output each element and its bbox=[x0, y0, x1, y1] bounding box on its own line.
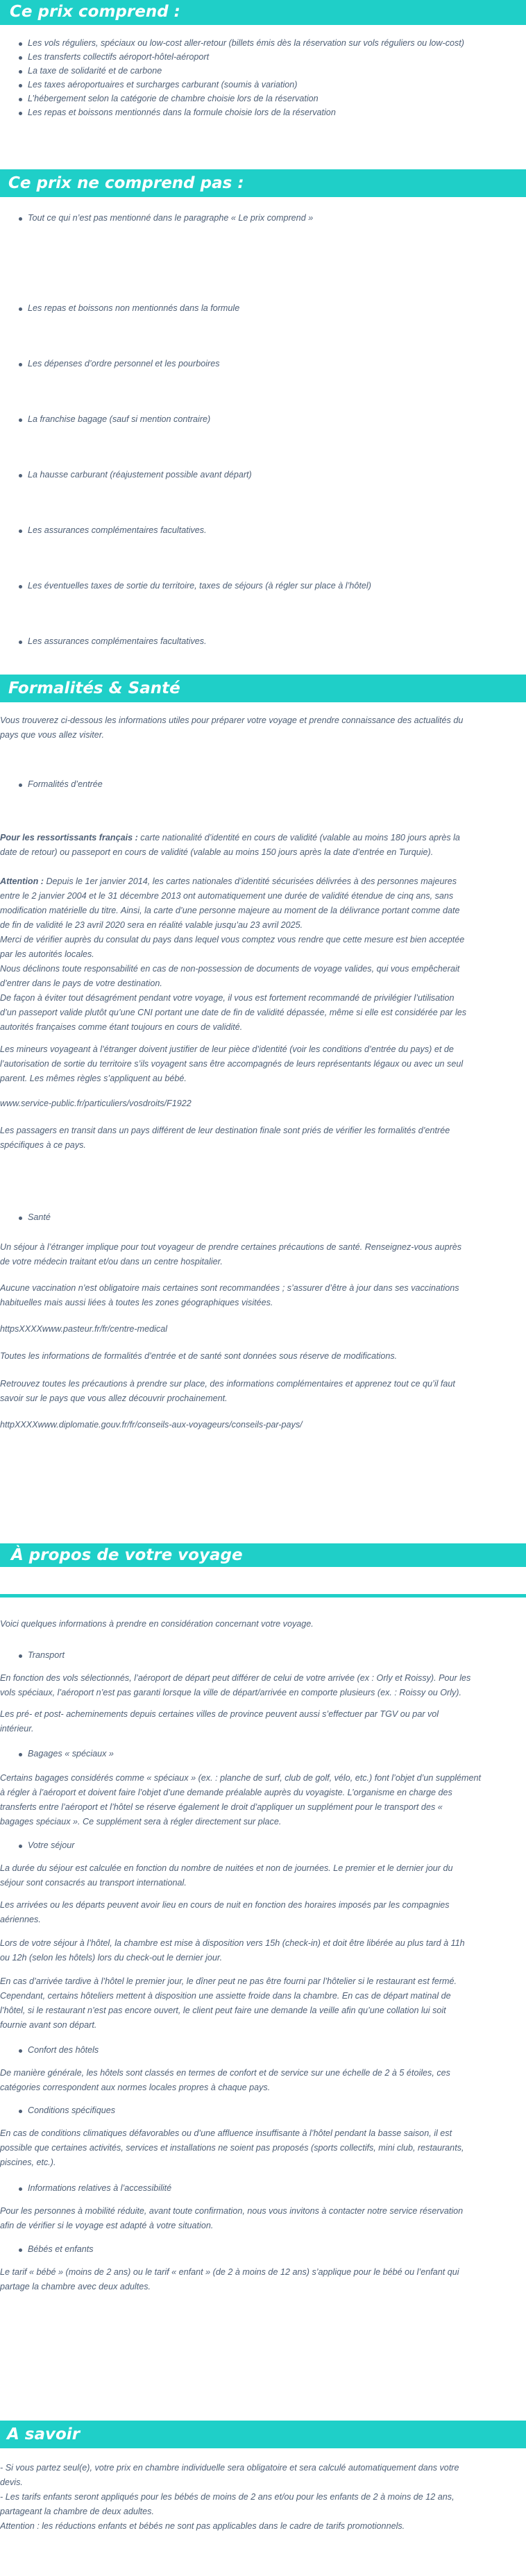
health-paragraph: Un séjour à l’étranger implique pour tout voyageur de prendre certaines précautions de santé. Renseignez-vous auprès de votre médecin traitant et/ou dans un centre hospitalier. bbox=[0, 1242, 462, 1266]
excludes-item: La hausse carburant (réajustement possible avant départ) bbox=[28, 470, 252, 480]
infants-paragraph: Le tarif « bébé » (moins de 2 ans) ou le tarif « enfant » (de 2 à moins de 12 ans) s’applique pour le bébé ou l’enfant qui partage la chambre avec deux adultes. bbox=[0, 2267, 459, 2291]
accessibility-paragraph: Pour les personnes à mobilité réduite, avant toute confirmation, nous vous invitons à contacter notre service réservation afin de vérifier si le voyage est adapté à votre situation. bbox=[0, 2206, 464, 2230]
specific-conditions-label: Conditions spécifiques bbox=[28, 2105, 116, 2115]
excludes-item: Les assurances complémentaires facultatives. bbox=[28, 636, 207, 646]
residents-paragraph: Pour les ressortissants français : carte nationalité d’identité en cours de validité (valable au moins 180 jours après la date de retour) ou passeport en cours de validité (valable au moins 150 jours après la date d’entrée en Turquie). bbox=[0, 833, 460, 857]
diplomatie-link[interactable]: httpXXXXwww.diplomatie.gouv.fr/fr/conseils-aux-voyageurs/conseils-par-pays/ bbox=[0, 1420, 303, 1430]
stay-label: Votre séjour bbox=[28, 1840, 75, 1850]
minors-paragraph: Les mineurs voyageant à l’étranger doivent justifier de leur pièce d’identité (voir les conditions d’entrée du pays) et de l’autorisation de sortie du territoire s’ils voyagent sans être accompagnés de leurs représentants légaux ou avec un seul parent. Les mêmes règles s’appliquent au bébé. bbox=[0, 1044, 464, 1083]
excludes-item: Tout ce qui n’est pas mentionné dans le paragraphe « Le prix comprend » bbox=[28, 213, 314, 223]
includes-item: La taxe de solidarité et de carbone bbox=[28, 66, 162, 76]
good-to-know-heading: A savoir bbox=[0, 2421, 526, 2448]
transport-paragraph: En fonction des vols sélectionnés, l’aéroport de départ peut différer de celui de votre arrivée (ex : Orly et Roissy). Pour les vols spéciaux, l’aéroport n’est pas garanti lorsque la ville de départ/arrivée en comporte plusieurs (ex. : Roissy ou Orly). bbox=[0, 1673, 471, 1697]
vaccines-paragraph: Aucune vaccination n’est obligatoire mais certaines sont recommandées ; s’assurer d’être à jour dans ses vaccinations habituelles mais aussi liées à toutes les zones géographiques visitées. bbox=[0, 1283, 459, 1307]
includes-item: L’hébergement selon la catégorie de chambre choisie lors de la réservation bbox=[28, 94, 319, 103]
arrivals-paragraph: Les arrivées ou les départs peuvent avoir lieu en cours de nuit en fonction des horaires imposés par les compagnies aériennes. bbox=[0, 1900, 450, 1924]
infants-label: Bébés et enfants bbox=[28, 2244, 94, 2254]
formalities-heading: Formalités & Santé bbox=[0, 675, 526, 702]
checkin-paragraph: Lors de votre séjour à l’hôtel, la chambre est mise à disposition vers 15h (check-in) et doit être libérée au plus tard à 11h ou 12h (selon les hôtels) lors du check-out le dernier jour. bbox=[0, 1938, 465, 1963]
excludes-heading: Ce prix ne comprend pas : bbox=[0, 169, 526, 197]
transit-paragraph: Les passagers en transit dans un pays différent de leur destination finale sont priés de vérifier les formalités d’entrée spécifiques à ce pays. bbox=[0, 1126, 450, 1150]
includes-item: Les transferts collectifs aéroport-hôtel-aéroport bbox=[28, 52, 210, 62]
hotel-comfort-paragraph: De manière générale, les hôtels sont classés en termes de confort et de service sur une échelle de 2 à 5 étoiles, ces catégories correspondent aux normes locales propres à chaque pays. bbox=[0, 2068, 450, 2092]
excludes-item: Les repas et boissons non mentionnés dans la formule bbox=[28, 303, 240, 313]
excludes-item: Les éventuelles taxes de sortie du territoire, taxes de séjours (à régler sur place à l’hôtel) bbox=[28, 581, 371, 591]
specific-conditions-paragraph: En cas de conditions climatiques défavorables ou d’une affluence insuffisante à l’hôtel pendant la basse saison, il est possible que certaines activités, services et installations ne soient pas proposés (sports collectifs, mini club, restaurants, piscines, etc.). bbox=[0, 2128, 464, 2167]
entry-formalities-label: Formalités d’entrée bbox=[28, 779, 103, 789]
special-baggage-paragraph: Certains bagages considérés comme « spéciaux » (ex. : planche de surf, club de golf, vélo, etc.) font l’objet d’un supplément à régler à l’aéroport et doivent faire l’objet d’une demande préalable auprès du voyagiste. L’organisme en charge des transferts entre l’aéroport et l’hôtel se réserve également le droit d’appliquer un supplément pour le transport des « bagages spéciaux ». Ce supplément sera à régler directement sur place. bbox=[0, 1773, 482, 1827]
includes-item: Les vols réguliers, spéciaux ou low-cost aller-retour (billets émis dès la réservation sur vols réguliers ou low-cost) bbox=[28, 38, 465, 48]
health-label: Santé bbox=[28, 1212, 51, 1222]
transport-label: Transport bbox=[28, 1650, 65, 1660]
formalities-intro: Vous trouverez ci-dessous les informations utiles pour préparer votre voyage et prendre connaissance des actualités du pays que vous allez visiter. bbox=[0, 715, 464, 740]
pasteur-link[interactable]: httpsXXXXwww.pasteur.fr/fr/centre-medical bbox=[0, 1324, 168, 1334]
service-public-link[interactable]: www.service-public.fr/particuliers/vosdroits/F1922 bbox=[0, 1099, 192, 1108]
travel-advice-paragraph: Retrouvez toutes les précautions à prendre sur place, des informations complémentaires et apprenez tout ce qu’il faut savoir sur le pays que vous allez découvrir prochainement. bbox=[0, 1379, 455, 1403]
excludes-item: Les assurances complémentaires facultatives. bbox=[28, 525, 207, 535]
section-divider bbox=[0, 1594, 526, 1598]
attention-label: Attention : bbox=[0, 876, 44, 886]
hotel-comfort-label: Confort des hôtels bbox=[28, 2045, 99, 2055]
health-disclaimer: Toutes les informations de formalités d’entrée et de santé sont données sous réserve de modifications. bbox=[0, 1351, 398, 1361]
excludes-item: La franchise bagage (sauf si mention contraire) bbox=[28, 414, 211, 424]
good-to-know-paragraph: - Si vous partez seul(e), votre prix en chambre individuelle sera obligatoire et sera calculé automatiquement dans votre devis. - Les tarifs enfants seront appliqués pour les bébés de moins de 2 ans et/ou pour les enfants de 2 à moins de 12 ans, partageant la chambre de deux adultes. Attention : les réductions enfants et bébés ne sont pas applicables dans le cadre de tarifs promotionnels. bbox=[0, 2463, 459, 2531]
residents-label: Pour les ressortissants français : bbox=[0, 833, 138, 842]
includes-heading: Ce prix comprend : bbox=[0, 0, 526, 25]
attention-paragraph: Attention : Depuis le 1er janvier 2014, les cartes nationales d’identité sécurisées délivrées à des personnes majeures entre le 2 janvier 2004 et le 31 décembre 2013 ont automatiquement une durée de validité étendue de cinq ans, sans modification matérielle du titre. Ainsi, la carte d’une personne majeure au moment de la délivrance portant comme date de fin de validité le 23 avril 2020 sera en réalité valable jusqu’au 23 avril 2025. Merci de vérifier auprès du consulat du pays dans lequel vous comptez vous rendre que cette mesure est bien acceptée par les autorités locales. Nous déclinons toute responsabilité en cas de non-possession de documents de voyage valides, qui vous empêcherait d’entrer dans le pays de votre destination. De façon à éviter tout désagrément pendant votre voyage, il vous est fortement recommandé de privilégier l’utilisation d’un passeport valide plutôt qu’une CNI portant une date de fin de validité dépassée, même si elle est considérée par les autorités françaises comme étant toujours en cours de validité. bbox=[0, 876, 467, 1032]
excludes-item: Les dépenses d’ordre personnel et les pourboires bbox=[28, 359, 220, 368]
about-intro: Voici quelques informations à prendre en considération concernant votre voyage. bbox=[0, 1619, 314, 1629]
about-heading: À propos de votre voyage bbox=[0, 1543, 526, 1567]
includes-item: Les taxes aéroportuaires et surcharges carburant (soumis à variation) bbox=[28, 80, 298, 90]
includes-item: Les repas et boissons mentionnés dans la formule choisie lors de la réservation bbox=[28, 108, 336, 117]
stay-paragraph: La durée du séjour est calculée en fonction du nombre de nuitées et non de journées. Le premier et le dernier jour du séjour sont consacrés au transport international. bbox=[0, 1863, 453, 1888]
late-arrival-paragraph: En cas d’arrivée tardive à l’hôtel le premier jour, le dîner peut ne pas être fourni par l’hôtelier si le restaurant est fermé. Cependant, certains hôteliers mettent à disposition une assiette froide dans la chambre. En cas de départ matinal de l’hôtel, si le restaurant n’est pas encore ouvert, le client peut faire une demande la veille afin qu’une collation lui soit fournie avant son départ. bbox=[0, 1976, 457, 2030]
special-baggage-label: Bagages « spéciaux » bbox=[28, 1749, 114, 1759]
accessibility-label: Informations relatives à l’accessibilité bbox=[28, 2183, 172, 2193]
pre-post-paragraph: Les pré- et post- acheminements depuis certaines villes de province peuvent aussi s’effectuer par TGV ou par vol intérieur. bbox=[0, 1709, 439, 1734]
